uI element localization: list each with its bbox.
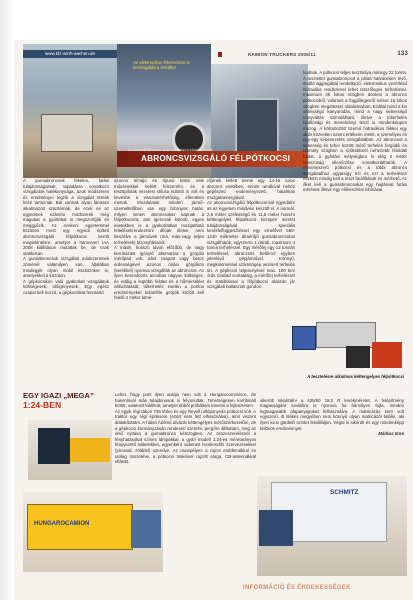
model-cab-navy — [259, 510, 293, 546]
header-accent — [218, 52, 222, 57]
section2-title-line2: 1:24-BEN — [23, 400, 62, 410]
article-column-2: azonos témájú és típusú külön vele műszerekkel kellett felszerelni, és a teszttpiloták vezetési stílusa különb is volt és kevésbé a visszamérhetőség, ellentétes menük. Mozdulatok minden jármű-üzemeltetőben van egy bizonyos hatás, milyen ismert abroncsokat kapnak a félpótkocsira, ami igencsak különb, egyes esetekben is a gyakorlatban mozgatható feltelésekrendezésre állóak illetve, nem beszélve a járművek (ma, más-vagy teljes terhelések) bizonyításairól. A másik, hosszú távon előzőbb, de nagy beruházást igénylő alternatíva a górgőis mérőpad volt, ahol csapott vagy beton érdességével azonos óriási görgőkön (kerékkel) nyomva vizsgálták az abroncsot. Az ilyen berendezés azonban nagyon költséges, és eddig a legtöbb felület és a hőmérséklet változtatását; túlterhelés esetén a pontos eredményeket különféle görgők között kell felelő 4 méter átmé- — [114, 178, 204, 301]
trailer-logo-1: HUNGAROCAMION — [34, 521, 90, 527]
page-footer: INFORMÁCIÓ ÉS ÉRDEKESSÉGEK — [243, 585, 351, 591]
article-column-1: A gumiabroncsok fékeles, futási tulajdonságainak, tapadásra vonatkozó vizsgálatok hatékonysága, azok módszeres és eredményei tegzik a vizsgálat témák közé tartoznak. Bár vannak olyan lánosan alkalmazott szisztémák, de ezek és az egyedinek számító módszerek még magukat a gyártókat is megszorítják és meggyőzik. Az ezekeni egyetemmel közösen most egy egyedi épített abroncsvizsgáló félpótkocsi került megtekintésre, amelyet a hannoveri IAA 2008 kiállításon mutattak be, de csak statikusan. A gumiabroncsok vizsgálati módszereinek zöménél valamilyen van, általában mindegyik olyan mobil eszközökre is, amelyekkel a közúton. A gépkocsikon való gyakorlati vizsgálatok költségesek, időigényesek. Egy egész csapat kell hozzá, a gépkocsikat fenntartó — [23, 178, 109, 295]
section2-title-line1: EGY IGAZI „MEGA” — [23, 391, 94, 400]
section-title: ABRONCSVIZSGÁLÓ FÉLPÓTKOCSI — [141, 154, 291, 163]
website-sign: www.kfz-wirth-aachen.de — [23, 50, 117, 58]
model-truck-photo-2 — [23, 492, 163, 572]
photo-caption-brake: Az elektronikus fékrendszer is bevizsgálásra kerülhet — [133, 60, 191, 71]
trailer-grey — [316, 322, 376, 348]
model-cab — [38, 428, 70, 464]
article-column-5: Lehet, hogy pont ilyen autója nem volt a Hungarocommerce, de hasonlóval más tulajdonosok is felvonultak. Tehetségesen kombinált kötött, valamint kiállított, amelyet ebből próbáltam követni a fejlesztésen. Az egyik régi tábori 735 Volvo és egy Revell rollóponyvás pótkocsi volt. A traktor egy régi építésem (ezért nem lett elhasználva), amit viszont átalakítottam. A hátsó futómű alvázát kéttengelyes mérőszerkezetűre, de a gépkocsi kormányzásán rendesen szerelni, pergőre állítottam, meg az első nyitása a gumiabroncs kétszögben. Az összeszerelésnél a fényhatásokat színes lámpákkal, a gyári modell 1:24-es méretarányos fényvezető kábelekkel, egyenként valamint fecskendős szervezésekkel (pirossal, zölddel) szerelve. Az ünnepélyes a rajzot emblémákkal és utólag összetéve, a pótkocsi tüskéivel rajzolt sárga, CB-antennákkal ellátott. — [115, 392, 256, 465]
section-title-bar — [117, 151, 308, 167]
binding-gutter — [0, 0, 14, 600]
truck-cab-dark — [346, 346, 370, 368]
model-trailer-yellow — [27, 504, 133, 550]
page-header — [218, 52, 408, 62]
truck-shape — [41, 114, 93, 152]
trailer-illustration — [286, 316, 404, 386]
photo-test-lab — [23, 44, 117, 178]
trailer-logo-2: SCHMITZ — [330, 489, 359, 496]
trailer-red — [372, 342, 402, 368]
model-truck-photo-1 — [28, 420, 112, 480]
model-truck-photo-3 — [257, 476, 407, 576]
article-column-6-text: sikerült lokalizálni a 435/60 19,5 R kerékméretet. A felépítmény magasságára továbbra is nyomva ha bármilyen fajta, minden legmagasabb alapanyagokat felhasználva. A matricázás sem volt egyszerű, itt Békés megyében nem könnyű olyan matricázót találni, aki ilyen kicsi gördülő szintet felvállaljon. Végül is sikerült és egy mindenképp különös eredménnyel. — [260, 397, 404, 431]
model-cab-blue — [131, 510, 161, 548]
author-signature: Márkus Imre — [378, 431, 404, 437]
magazine-title: KAMION TRUCKERS 2006/11 — [248, 52, 316, 57]
page-number: 133 — [397, 51, 408, 57]
truck-cab-blue — [292, 326, 316, 350]
article-column-3: rőjének kellett lennie egy 14-15 colos abroncs esetében, ennek rendkívül nehéz gépészeti endeményezett, hatalmas mozgatóenergiával. Az abroncsvizsgáló félpótkocsi-bol egyedülre az az egyetem mindvévi készült el. A normál, 2,5 méter szélességű és 11,5 méter hosszú kéttengelyes félpótkocsi közepén mérést tulajdonságával speciális kerékfelfüggesztéssel egy emelővel 560-1240 milliméter átmérőjű gumiabroncsokat vizsgálhatók, egyszerre 1 darab, maximum 4 tonna terheléssel. Egy mérőfej egy 12 tonnás terheléssel, abroncsos beltérrel egyben jelenlévő gépjárművel. Könnyű, megkoloméssel számítógép vezérelt terhelés ön. A gépkocsi teljesenyével max. 100 km/órás szabad vontatásig, a mérőfej terheléssel és stabilitással a félpótkocsi alvázán jár vizsgálati ballasztok gondos- — [207, 178, 295, 290]
article-column-4: kodnak. A pótkocsi teljes tesztsúlya mintegy 22 tonna. A teszteltet gumiabroncsot a pilóta hatvánesen lévő, önálló aggregáttal rendelkező, elektronikus vezérlésű hidraulika rendszerrel lehet tetszőleges terheléssel, maximum 45 fokos szögben dönteni a abroncs pótkocsiből, valamint a függőlegesről mérve 15 fokos szögben megdönteni oldalirányban. Ezáltal mind a kis sebességű kanyarodás, mind a nagy sebességű irányváltás szimulálható, illetve a túlterhelés hőállósági és menetirányi teszt is mindenképpen mozog. A kölcsönzött üzemű hidraulikus fékkel egy aktív közvetlen üzemi értékeire mérik, a személyes és egy-egy ki-bevezetés vizsgálatában. Az abroncsot a sebesség és teher között mérő terhelés forgódik és bármely szögben a szűkebbnél nehezebb féloldali futást, a gyártási mélységben is elég 2 méter hosszúság ellenőrzése vonatkoztathatók. A versenyszerű pótkocsi és a többi abroncs vizsgálatához ugyanúgy ezt és ezt a terheléses eszközt mindig kell a teszt beállítások és mérhető. Az őket kell a gumiabroncsokat egy hajtással futási mérések illetve egy előkészítési kihívásai. — [303, 70, 407, 193]
trailer-caption: A tesztelésre alkalmas kéttengelyes félpótkocsi — [307, 374, 404, 379]
model-trailer — [70, 438, 110, 462]
